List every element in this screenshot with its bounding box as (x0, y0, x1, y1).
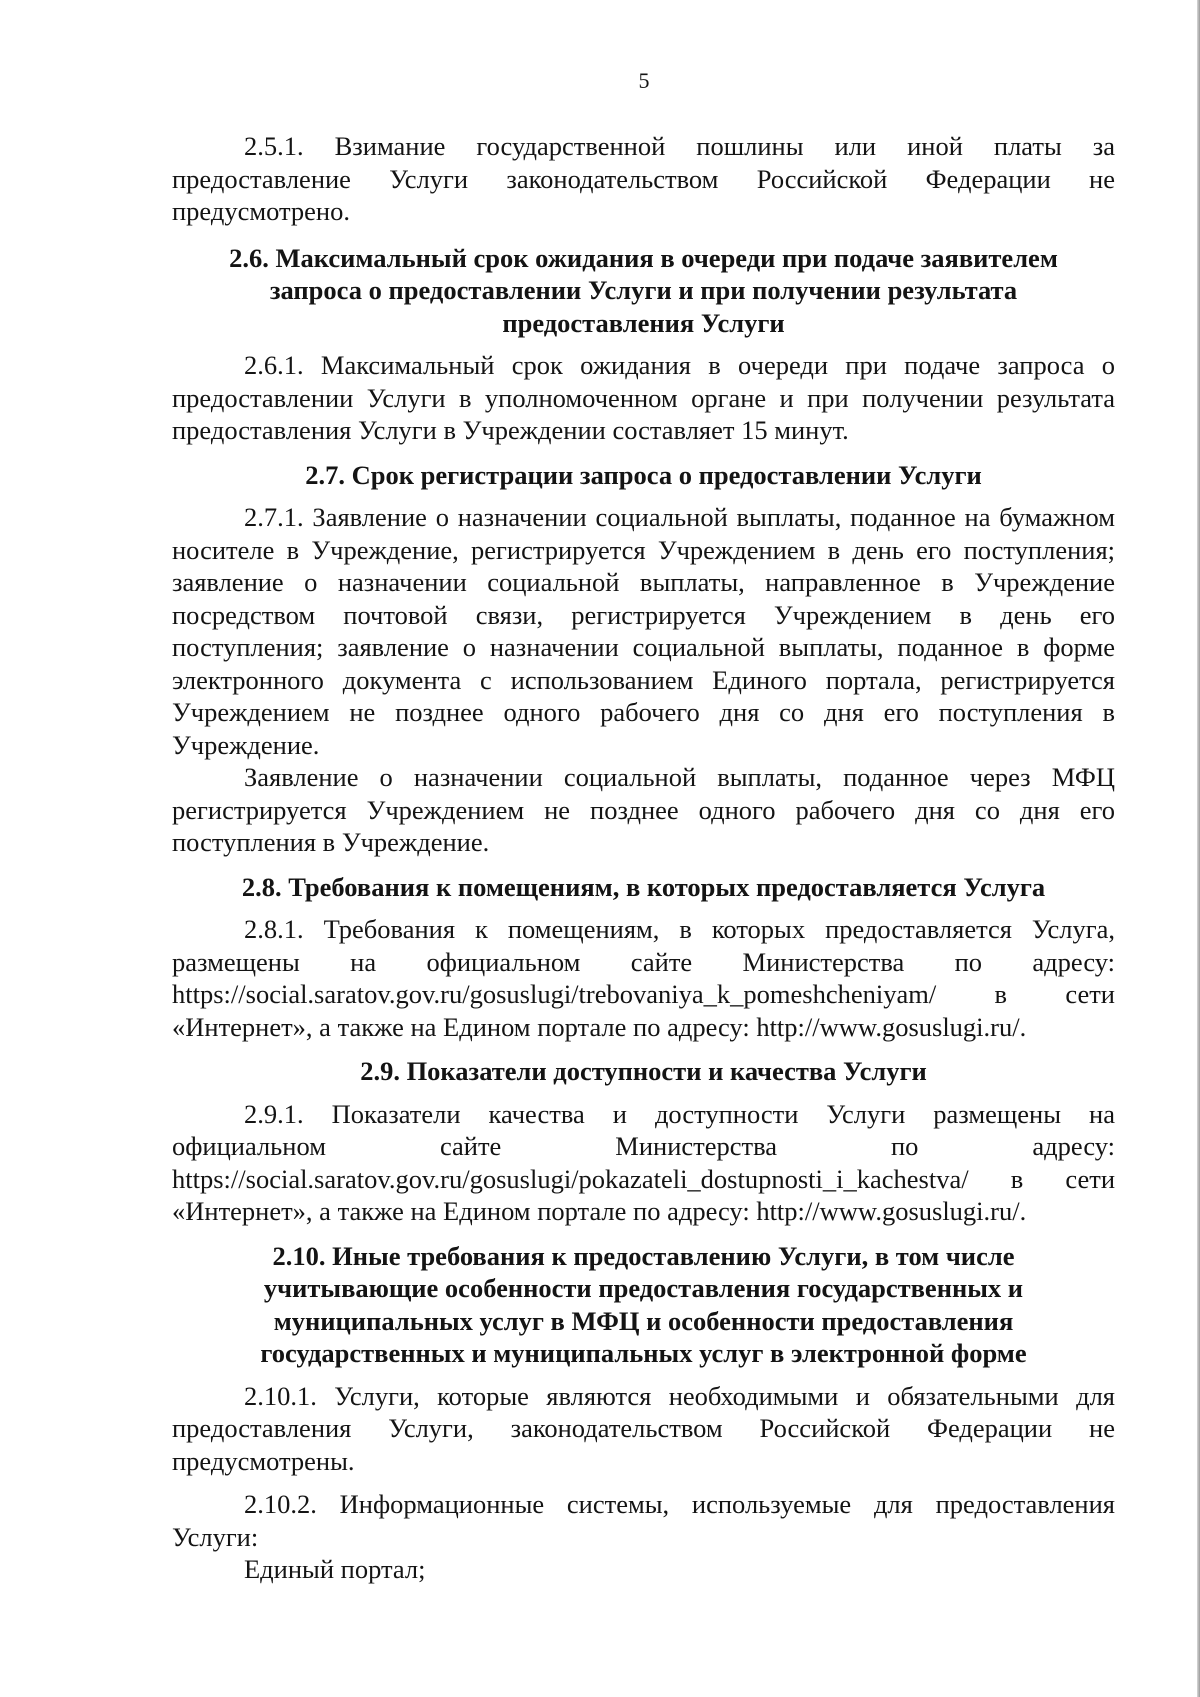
page-number: 5 (638, 68, 650, 93)
paragraph-2-5-1: 2.5.1. Взимание государственной пошлины или иной платы за предоставление Услуги законодательством Российской Федерации не предусмотрено. (172, 131, 1115, 226)
heading-line: 2.10. Иные требования к предоставлению Услуги, в том числе (272, 1240, 1015, 1271)
paragraph-2-7-1: 2.7.1. Заявление о назначении социальной выплаты, поданное на бумажном носителе в Учреждение, регистрируется Учреждением в день его поступления; заявление о назначении социальной выплаты, направленное в Учреждение посредством почтовой связи, регистрируется Учреждением в день его поступления; заявление о назначении социальной выплаты, поданное в форме электронного документа с использованием Единого портала, регистрируется Учреждением не позднее одного рабочего дня со дня его поступления в Учреждение. (172, 502, 1115, 760)
heading-line: 2.7. Срок регистрации запроса о предоставлении Услуги (305, 459, 982, 490)
heading-line: 2.6. Максимальный срок ожидания в очереди при подаче заявителем (229, 242, 1058, 273)
section-heading-2-10 (172, 1240, 1115, 1370)
section-heading-2-7 (172, 459, 1115, 492)
heading-line: государственных и муниципальных услуг в электронной форме (260, 1338, 1027, 1368)
paragraph-2-10-2: 2.10.2. Информационные системы, используемые для предоставления Услуги: (172, 1489, 1115, 1552)
heading-line: 2.8. Требования к помещениям, в которых предоставляется Услуга (241, 871, 1046, 902)
paragraph-2-6-1: 2.6.1. Максимальный срок ожидания в очереди при подаче запроса о предоставлении Услуги в уполномоченном органе и при получении результата предоставления Услуги в Учреждении составляет 15 минут. (172, 350, 1115, 445)
heading-line: запроса о предоставлении Услуги и при получении результата (269, 275, 1018, 305)
paragraph-2-10-1: 2.10.1. Услуги, которые являются необходимыми и обязательными для предоставления Услуги, законодательством Российской Федерации не предусмотрены. (172, 1380, 1115, 1476)
section-heading-2-8 (172, 871, 1115, 904)
section-heading-2-9 (172, 1055, 1115, 1088)
paragraph-2-8-1: 2.8.1. Требования к помещениям, в которых предоставляется Услуга, размещены на официальном сайте Министерства по адресу: https://social.saratov.gov.ru/gosuslugi/trebovaniya_k_pomeshcheniyam/ в сети «Интернет», а также на Едином портале по адресу: http://www.gosuslugi.ru/. (172, 914, 1115, 1042)
section-heading-2-6 (172, 242, 1115, 340)
heading-line: муниципальных услуг в МФЦ и особенности предоставления (273, 1305, 1014, 1336)
heading-line: предоставления Услуги (502, 307, 785, 338)
paragraph-2-10-3: Единый портал; (244, 1554, 426, 1584)
heading-line: учитывающие особенности предоставления государственных и (263, 1273, 1024, 1303)
paragraph-2-9-1: 2.9.1. Показатели качества и доступности Услуги размещены на официальном сайте Министерства по адресу: https://social.saratov.gov.ru/gosuslugi/pokazateli_dostupnosti_i_kachestva/ в сети «Интернет», а также на Едином портале по адресу: http://www.gosuslugi.ru/. (172, 1098, 1115, 1226)
document-body (172, 130, 1115, 1586)
heading-line: 2.9. Показатели доступности и качества Услуги (360, 1056, 927, 1086)
paragraph-2-7-2: Заявление о назначении социальной выплаты, поданное через МФЦ регистрируется Учреждением не позднее одного рабочего дня со дня его поступления в Учреждение. (172, 762, 1115, 857)
